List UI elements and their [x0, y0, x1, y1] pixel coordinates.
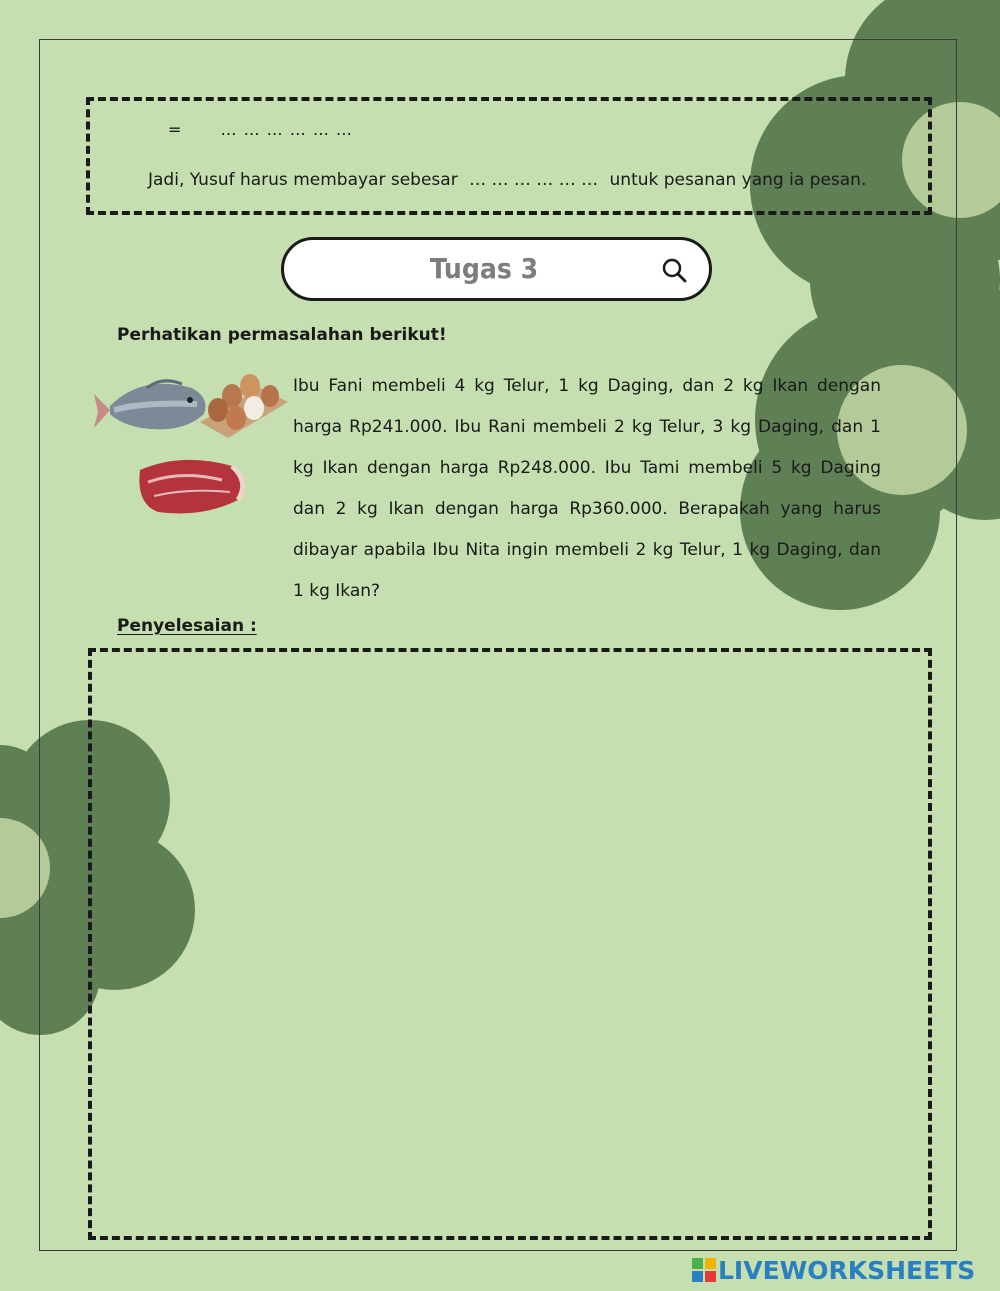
brand-text: LIVEWORKSHEETS [718, 1256, 976, 1285]
equals-sign: = [168, 120, 182, 139]
fish-icon [94, 381, 206, 430]
meat-icon [139, 460, 242, 514]
liveworksheets-logo [692, 1254, 992, 1288]
brand-mark-icon [692, 1258, 716, 1282]
task-title: Tugas 3 [429, 252, 539, 285]
task-header [281, 237, 712, 301]
conclusion-sentence [148, 170, 866, 190]
conclusion-blank[interactable]: … … … … … … [469, 170, 599, 190]
eggs-icon [200, 374, 288, 438]
instruction: Perhatikan permasalahan berikut! [117, 325, 447, 345]
problem-text: Ibu Fani membeli 4 kg Telur, 1 kg Daging, dan 2 kg Ikan dengan harga Rp241.000. Ibu Rani membeli 2 kg Telur, 3 kg Daging, dan 1 kg Ikan dengan harga Rp248.000. Ibu Tami membeli 5 kg Daging dan 2 kg Ikan dengan harga Rp360.000. Berapakah yang harus dibayar apabila Ibu Nita ingin membeli 2 kg Telur, 1 kg Daging, dan 1 kg Ikan? [293, 376, 881, 601]
solution-label: Penyelesaian : [117, 616, 257, 636]
conclusion-after: untuk pesanan yang ia pesan. [609, 170, 867, 190]
equals-blank[interactable]: … … … … … … [220, 120, 353, 139]
conclusion-before: Jadi, Yusuf harus membayar sebesar [148, 170, 458, 190]
food-illustration [92, 366, 292, 526]
equals-line [168, 120, 353, 139]
previous-answer-box [86, 97, 932, 215]
answer-box[interactable] [88, 648, 932, 1240]
search-icon [661, 257, 687, 283]
